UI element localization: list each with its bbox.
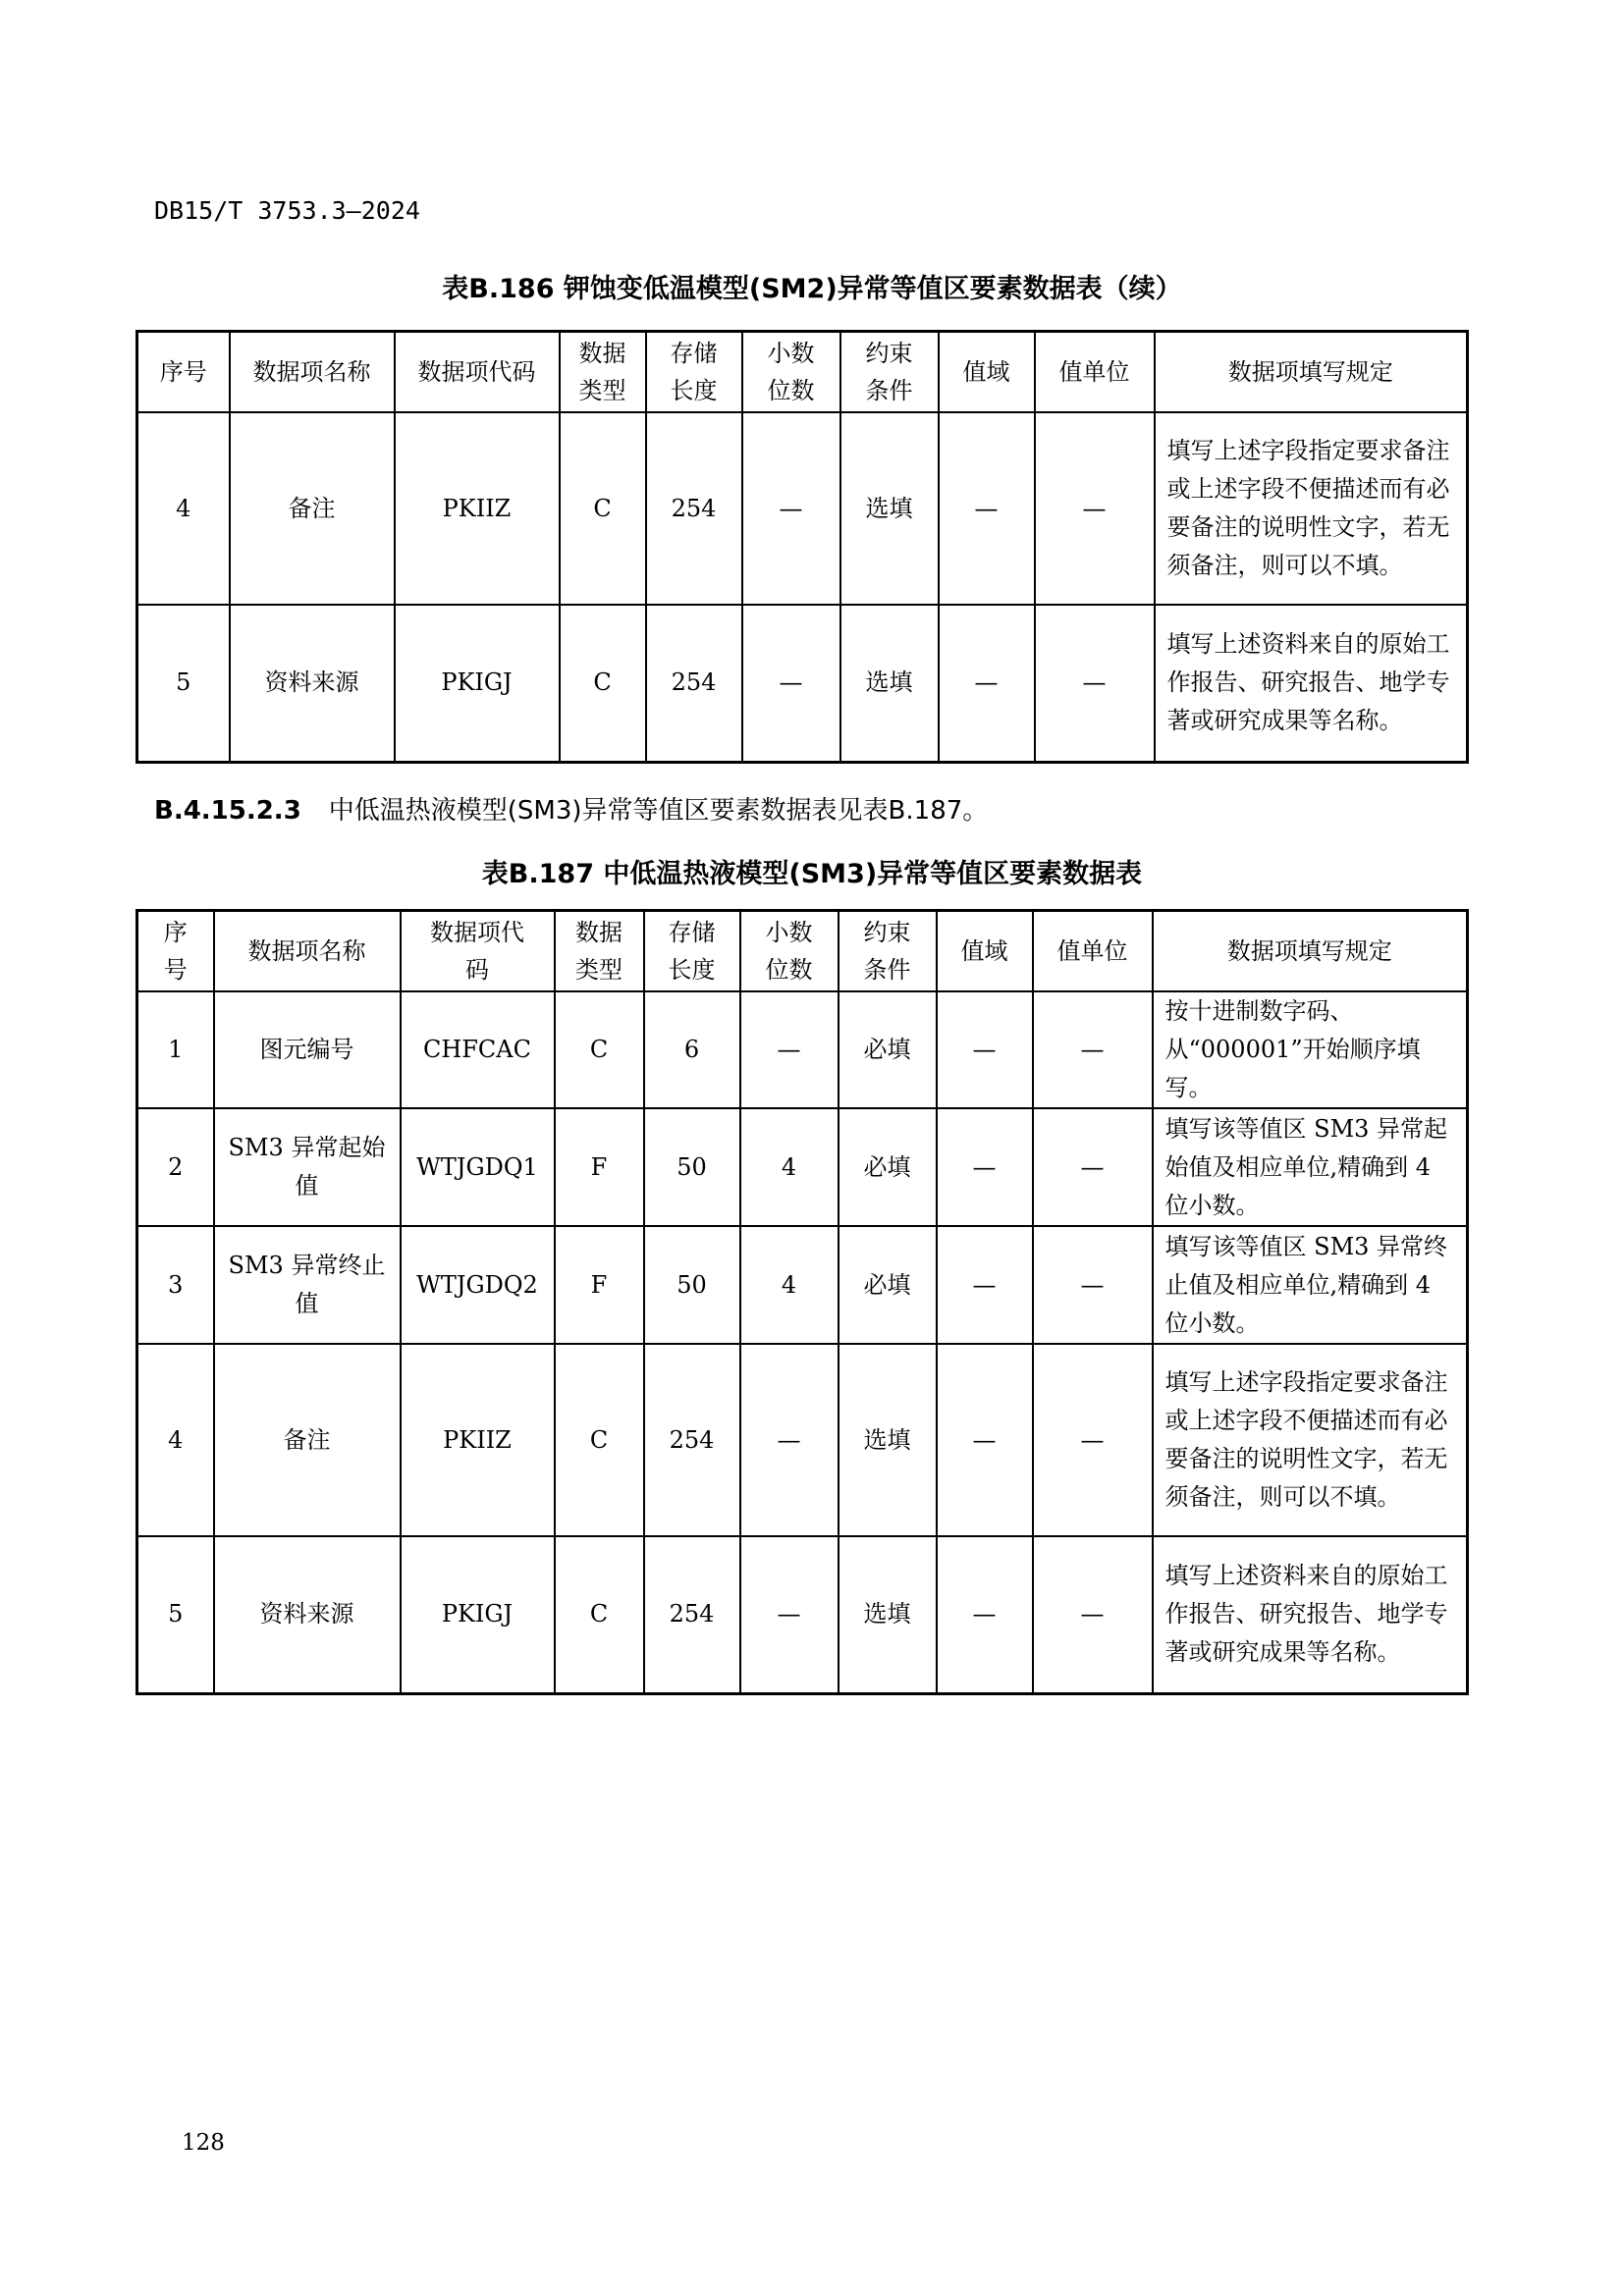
- table-cell: 4: [740, 1226, 839, 1344]
- column-header: 约束 条件: [840, 332, 939, 413]
- fill-rule-cell: 按十进制数字码、从“000001”开始顺序填写。: [1153, 991, 1468, 1108]
- table-cell: —: [1033, 1536, 1153, 1693]
- page-number: 128: [182, 2130, 225, 2156]
- table-cell: 选填: [839, 1536, 937, 1693]
- table-row: [137, 1344, 1468, 1536]
- table-cell: —: [1033, 1226, 1153, 1344]
- table-cell: —: [740, 1536, 839, 1693]
- column-header: 约束 条件: [839, 911, 937, 992]
- table-cell: 254: [644, 1344, 740, 1536]
- table-cell: —: [939, 412, 1035, 605]
- table-cell: —: [937, 1536, 1033, 1693]
- table-row: [137, 991, 1468, 1108]
- table-row: [137, 1108, 1468, 1226]
- table-cell: CHFCAC: [401, 991, 555, 1108]
- table-cell: 5: [137, 1536, 214, 1693]
- table-cell: 选填: [840, 412, 939, 605]
- table-cell: 备注: [230, 412, 395, 605]
- table-cell: 2: [137, 1108, 214, 1226]
- table-cell: 选填: [840, 605, 939, 762]
- table-cell: —: [937, 1226, 1033, 1344]
- table-header-row: [137, 911, 1468, 992]
- table-cell: —: [1033, 991, 1153, 1108]
- fill-rule-cell: 填写上述资料来自的原始工作报告、研究报告、地学专著或研究成果等名称。: [1153, 1536, 1468, 1693]
- table-cell: 1: [137, 991, 214, 1108]
- table-cell: PKIIZ: [395, 412, 560, 605]
- column-header: 存储 长度: [644, 911, 740, 992]
- table-cell: —: [1035, 412, 1155, 605]
- column-header: 序 号: [137, 911, 214, 992]
- table-cell: 50: [644, 1108, 740, 1226]
- table-cell: —: [740, 991, 839, 1108]
- table-cell: —: [937, 991, 1033, 1108]
- table-cell: 必填: [839, 1108, 937, 1226]
- table-title-b186: 表B.186 钾蚀变低温模型(SM2)异常等值区要素数据表（续）: [442, 274, 1182, 304]
- table-cell: WTJGDQ1: [401, 1108, 555, 1226]
- fill-rule-cell: 填写上述字段指定要求备注或上述字段不便描述而有必要备注的说明性文字，若无须备注，则可以不填。: [1155, 412, 1468, 605]
- column-header: 值域: [937, 911, 1033, 992]
- table-cell: —: [1033, 1344, 1153, 1536]
- column-header: 数据项名称: [230, 332, 395, 413]
- column-header: 存储 长度: [646, 332, 742, 413]
- column-header: 数据项代码: [395, 332, 560, 413]
- table-row: [137, 1536, 1468, 1693]
- table-cell: 254: [646, 412, 742, 605]
- table-cell: 50: [644, 1226, 740, 1344]
- table-cell: 必填: [839, 991, 937, 1108]
- table-cell: C: [555, 991, 644, 1108]
- table-cell: 4: [137, 1344, 214, 1536]
- table-cell: —: [742, 412, 840, 605]
- table-row: [137, 412, 1468, 605]
- column-header: 数据项填写规定: [1153, 911, 1468, 992]
- table-cell: PKIIZ: [401, 1344, 555, 1536]
- table-cell: —: [742, 605, 840, 762]
- column-header: 数据 类型: [560, 332, 646, 413]
- table-cell: 资料来源: [230, 605, 395, 762]
- table-title-b187: 表B.187 中低温热液模型(SM3)异常等值区要素数据表: [481, 859, 1143, 889]
- column-header: 值单位: [1033, 911, 1153, 992]
- table-cell: 资料来源: [214, 1536, 401, 1693]
- fill-rule-cell: 填写上述字段指定要求备注或上述字段不便描述而有必要备注的说明性文字，若无须备注，则可以不填。: [1153, 1344, 1468, 1536]
- table-cell: C: [560, 605, 646, 762]
- table-cell: 254: [644, 1536, 740, 1693]
- table-cell: 4: [137, 412, 230, 605]
- data-table-b187: [135, 909, 1469, 1695]
- table-cell: 3: [137, 1226, 214, 1344]
- table-cell: —: [937, 1344, 1033, 1536]
- table-cell: SM3 异常起始 值: [214, 1108, 401, 1226]
- table-cell: 5: [137, 605, 230, 762]
- table-row: [137, 1226, 1468, 1344]
- column-header: 值单位: [1035, 332, 1155, 413]
- table-header-row: [137, 332, 1468, 413]
- table-cell: —: [937, 1108, 1033, 1226]
- table-cell: 4: [740, 1108, 839, 1226]
- table-cell: 图元编号: [214, 991, 401, 1108]
- table-cell: SM3 异常终止 值: [214, 1226, 401, 1344]
- table-cell: F: [555, 1108, 644, 1226]
- data-table-b186: [135, 330, 1469, 764]
- table-cell: —: [1033, 1108, 1153, 1226]
- table-cell: C: [560, 412, 646, 605]
- column-header: 数据项代 码: [401, 911, 555, 992]
- table-cell: —: [939, 605, 1035, 762]
- table-cell: PKIGJ: [395, 605, 560, 762]
- section-paragraph: [154, 790, 988, 827]
- section-number: B.4.15.2.3: [154, 796, 301, 826]
- table-cell: 备注: [214, 1344, 401, 1536]
- table-cell: C: [555, 1344, 644, 1536]
- fill-rule-cell: 填写上述资料来自的原始工作报告、研究报告、地学专著或研究成果等名称。: [1155, 605, 1468, 762]
- column-header: 值域: [939, 332, 1035, 413]
- column-header: 数据项填写规定: [1155, 332, 1468, 413]
- table-cell: C: [555, 1536, 644, 1693]
- table-row: [137, 605, 1468, 762]
- table-cell: 选填: [839, 1344, 937, 1536]
- column-header: 小数 位数: [740, 911, 839, 992]
- table-cell: WTJGDQ2: [401, 1226, 555, 1344]
- column-header: 数据 类型: [555, 911, 644, 992]
- table-cell: 6: [644, 991, 740, 1108]
- section-text: 中低温热液模型(SM3)异常等值区要素数据表见表B.187。: [328, 796, 989, 826]
- column-header: 数据项名称: [214, 911, 401, 992]
- table-cell: —: [740, 1344, 839, 1536]
- column-header: 序号: [137, 332, 230, 413]
- table-cell: 254: [646, 605, 742, 762]
- table-cell: —: [1035, 605, 1155, 762]
- fill-rule-cell: 填写该等值区 SM3 异常起始值及相应单位,精确到 4 位小数。: [1153, 1108, 1468, 1226]
- table-cell: F: [555, 1226, 644, 1344]
- column-header: 小数 位数: [742, 332, 840, 413]
- fill-rule-cell: 填写该等值区 SM3 异常终止值及相应单位,精确到 4 位小数。: [1153, 1226, 1468, 1344]
- table-cell: 必填: [839, 1226, 937, 1344]
- document-code: DB15/T 3753.3—2024: [154, 196, 420, 225]
- table-cell: PKIGJ: [401, 1536, 555, 1693]
